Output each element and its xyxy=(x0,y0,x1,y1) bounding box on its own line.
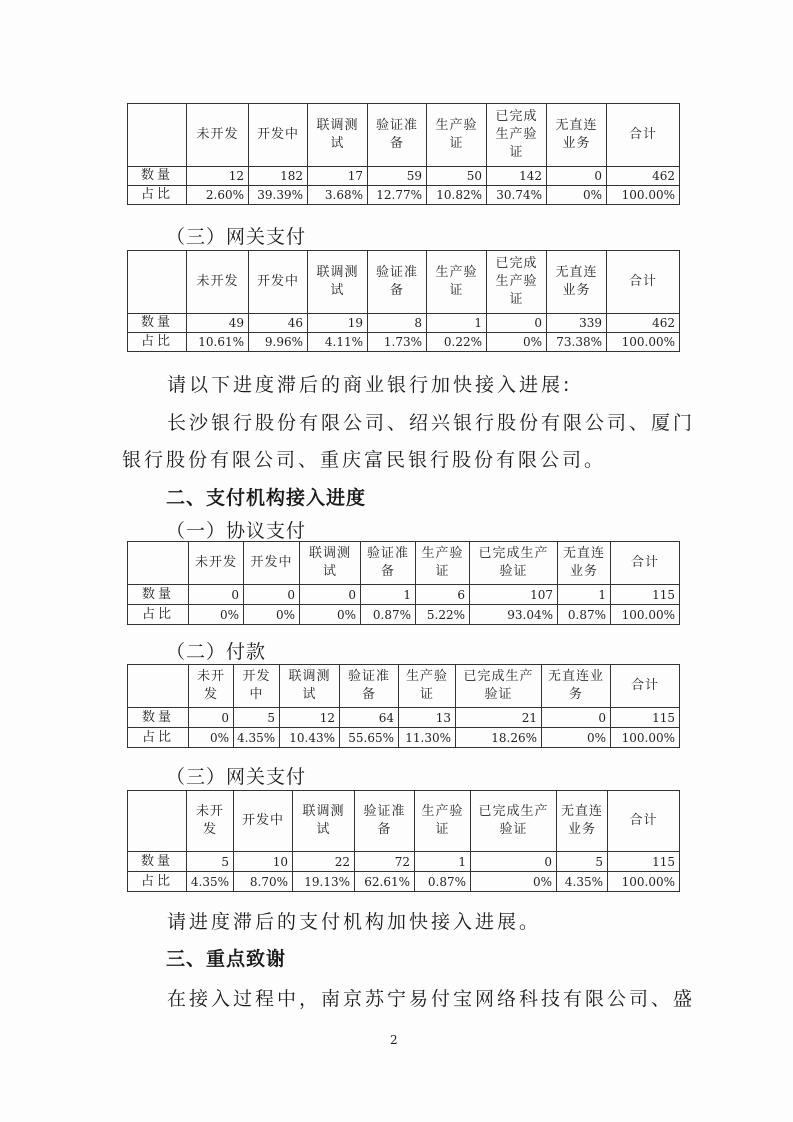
ratio-cell: 2.60% xyxy=(187,186,249,205)
count-cell: 115 xyxy=(611,585,680,605)
header-cell: 无直连业务 xyxy=(542,665,611,708)
count-cell: 1 xyxy=(558,585,611,605)
row-label: 数量 xyxy=(128,167,187,186)
count-cell: 1 xyxy=(415,852,471,872)
row-label: 占比 xyxy=(128,728,189,748)
payment-heading: （二）付款 xyxy=(166,641,267,663)
ratio-cell: 0% xyxy=(547,186,607,205)
count-cell: 462 xyxy=(607,314,680,333)
ratio-cell: 30.74% xyxy=(487,186,547,205)
count-cell: 107 xyxy=(470,585,558,605)
count-cell: 0 xyxy=(189,585,244,605)
ratio-cell: 3.68% xyxy=(308,186,368,205)
ratio-cell: 4.35% xyxy=(187,872,234,892)
header-cell: 开发中 xyxy=(234,791,293,852)
ratio-cell: 93.04% xyxy=(470,605,558,625)
count-cell: 1 xyxy=(361,585,416,605)
ratio-cell: 0% xyxy=(189,728,234,748)
ratio-cell: 0.87% xyxy=(361,605,416,625)
count-cell: 0 xyxy=(244,585,300,605)
header-cell: 联调测试 xyxy=(293,791,355,852)
bank-gateway-heading: （三）网关支付 xyxy=(166,226,307,248)
count-cell: 142 xyxy=(487,167,547,186)
header-cell: 未开发 xyxy=(187,104,249,167)
count-cell: 21 xyxy=(456,708,542,728)
inst-gateway-table xyxy=(127,790,680,892)
header-cell: 合计 xyxy=(611,542,680,585)
ratio-cell: 62.61% xyxy=(355,872,415,892)
ratio-cell: 0% xyxy=(189,605,244,625)
count-cell: 13 xyxy=(399,708,456,728)
count-cell: 5 xyxy=(187,852,234,872)
header-cell: 联调测试 xyxy=(308,104,368,167)
ratio-cell: 100.00% xyxy=(611,728,680,748)
row-label: 占比 xyxy=(128,605,189,625)
count-cell: 115 xyxy=(608,852,680,872)
header-cell: 开发中 xyxy=(244,542,300,585)
header-cell: 未开发 xyxy=(187,791,234,852)
corner-cell xyxy=(128,542,189,585)
count-cell: 19 xyxy=(308,314,368,333)
count-cell: 0 xyxy=(189,708,234,728)
row-label: 占比 xyxy=(128,333,187,352)
section-2-heading: 二、支付机构接入进度 xyxy=(166,487,367,509)
header-cell: 无直连业务 xyxy=(558,542,611,585)
count-cell: 0 xyxy=(547,167,607,186)
ratio-cell: 0.22% xyxy=(427,333,487,352)
header-cell: 已完成生产验证 xyxy=(487,104,547,167)
ratio-cell: 4.11% xyxy=(308,333,368,352)
count-cell: 0 xyxy=(300,585,361,605)
bank-direct-table xyxy=(127,103,680,205)
count-cell: 115 xyxy=(611,708,680,728)
header-cell: 未开发 xyxy=(189,665,234,708)
corner-cell xyxy=(128,665,189,708)
header-cell: 已完成生产验证 xyxy=(456,665,542,708)
header-cell: 已完成生产验证 xyxy=(470,542,558,585)
header-cell: 合计 xyxy=(607,104,680,167)
ratio-cell: 73.38% xyxy=(547,333,607,352)
count-cell: 339 xyxy=(547,314,607,333)
corner-cell xyxy=(128,791,187,852)
header-cell: 验证准备 xyxy=(368,251,427,314)
ratio-cell: 12.77% xyxy=(368,186,427,205)
ratio-cell: 0% xyxy=(471,872,557,892)
ratio-cell: 100.00% xyxy=(611,605,680,625)
header-cell: 生产验证 xyxy=(427,104,487,167)
ratio-cell: 100.00% xyxy=(608,872,680,892)
count-cell: 49 xyxy=(187,314,249,333)
header-cell: 验证准备 xyxy=(355,791,415,852)
ratio-cell: 9.96% xyxy=(249,333,308,352)
ratio-cell: 0% xyxy=(300,605,361,625)
ratio-cell: 8.70% xyxy=(234,872,293,892)
ratio-cell: 0.87% xyxy=(558,605,611,625)
ratio-cell: 18.26% xyxy=(456,728,542,748)
count-cell: 5 xyxy=(234,708,280,728)
header-cell: 无直连业务 xyxy=(557,791,608,852)
ratio-cell: 10.82% xyxy=(427,186,487,205)
ratio-cell: 0% xyxy=(244,605,300,625)
count-cell: 10 xyxy=(234,852,293,872)
ratio-cell: 0.87% xyxy=(415,872,471,892)
header-cell: 合计 xyxy=(611,665,680,708)
count-cell: 0 xyxy=(471,852,557,872)
ratio-cell: 0% xyxy=(487,333,547,352)
header-cell: 已完成生产验证 xyxy=(487,251,547,314)
header-cell: 已完成生产验证 xyxy=(471,791,557,852)
header-cell: 合计 xyxy=(608,791,680,852)
ratio-cell: 55.65% xyxy=(340,728,399,748)
header-cell: 验证准备 xyxy=(340,665,399,708)
header-cell: 生产验证 xyxy=(416,542,470,585)
count-cell: 22 xyxy=(293,852,355,872)
header-cell: 验证准备 xyxy=(368,104,427,167)
corner-cell xyxy=(128,104,187,167)
section-3-heading: 三、重点致谢 xyxy=(166,948,287,970)
ratio-cell: 0% xyxy=(542,728,611,748)
bank-notice-line-1: 请以下进度滞后的商业银行加快接入进展: xyxy=(167,374,573,396)
row-label: 占比 xyxy=(128,872,187,892)
ratio-cell: 10.61% xyxy=(187,333,249,352)
count-cell: 1 xyxy=(427,314,487,333)
header-cell: 开发中 xyxy=(234,665,280,708)
count-cell: 462 xyxy=(607,167,680,186)
header-cell: 联调测试 xyxy=(300,542,361,585)
count-cell: 59 xyxy=(368,167,427,186)
bank-notice-line-3: 银行股份有限公司、重庆富民银行股份有限公司。 xyxy=(122,449,607,471)
header-cell: 生产验证 xyxy=(427,251,487,314)
agreement-table xyxy=(127,541,680,625)
ratio-cell: 10.43% xyxy=(280,728,340,748)
count-cell: 0 xyxy=(542,708,611,728)
ratio-cell: 19.13% xyxy=(293,872,355,892)
header-cell: 开发中 xyxy=(249,251,308,314)
ratio-cell: 11.30% xyxy=(399,728,456,748)
bank-notice-line-2: 长沙银行股份有限公司、绍兴银行股份有限公司、厦门 xyxy=(167,412,696,434)
count-cell: 12 xyxy=(280,708,340,728)
count-cell: 64 xyxy=(340,708,399,728)
count-cell: 0 xyxy=(487,314,547,333)
row-label: 数量 xyxy=(128,585,189,605)
header-cell: 未开发 xyxy=(187,251,249,314)
payment-table xyxy=(127,664,680,748)
header-cell: 开发中 xyxy=(249,104,308,167)
inst-notice: 请进度滞后的支付机构加快接入进展。 xyxy=(167,911,542,933)
ratio-cell: 100.00% xyxy=(607,333,680,352)
header-cell: 无直连业务 xyxy=(547,104,607,167)
row-label: 数量 xyxy=(128,852,187,872)
header-cell: 联调测试 xyxy=(280,665,340,708)
bank-gateway-table xyxy=(127,250,680,352)
header-cell: 生产验证 xyxy=(415,791,471,852)
count-cell: 12 xyxy=(187,167,249,186)
header-cell: 合计 xyxy=(607,251,680,314)
count-cell: 17 xyxy=(308,167,368,186)
header-cell: 未开发 xyxy=(189,542,244,585)
count-cell: 5 xyxy=(557,852,608,872)
count-cell: 6 xyxy=(416,585,470,605)
row-label: 占比 xyxy=(128,186,187,205)
ratio-cell: 4.35% xyxy=(234,728,280,748)
ratio-cell: 39.39% xyxy=(249,186,308,205)
header-cell: 无直连业务 xyxy=(547,251,607,314)
count-cell: 182 xyxy=(249,167,308,186)
count-cell: 8 xyxy=(368,314,427,333)
ratio-cell: 1.73% xyxy=(368,333,427,352)
ratio-cell: 4.35% xyxy=(557,872,608,892)
header-cell: 生产验证 xyxy=(399,665,456,708)
header-cell: 验证准备 xyxy=(361,542,416,585)
section-3-text: 在接入过程中，南京苏宁易付宝网络科技有限公司、盛 xyxy=(167,988,696,1010)
count-cell: 72 xyxy=(355,852,415,872)
inst-gateway-heading: （三）网关支付 xyxy=(166,766,307,788)
agreement-heading: （一）协议支付 xyxy=(166,520,307,542)
ratio-cell: 100.00% xyxy=(607,186,680,205)
row-label: 数量 xyxy=(128,314,187,333)
header-cell: 联调测试 xyxy=(308,251,368,314)
corner-cell xyxy=(128,251,187,314)
ratio-cell: 5.22% xyxy=(416,605,470,625)
count-cell: 46 xyxy=(249,314,308,333)
count-cell: 50 xyxy=(427,167,487,186)
row-label: 数量 xyxy=(128,708,189,728)
page-number: 2 xyxy=(390,1033,398,1047)
